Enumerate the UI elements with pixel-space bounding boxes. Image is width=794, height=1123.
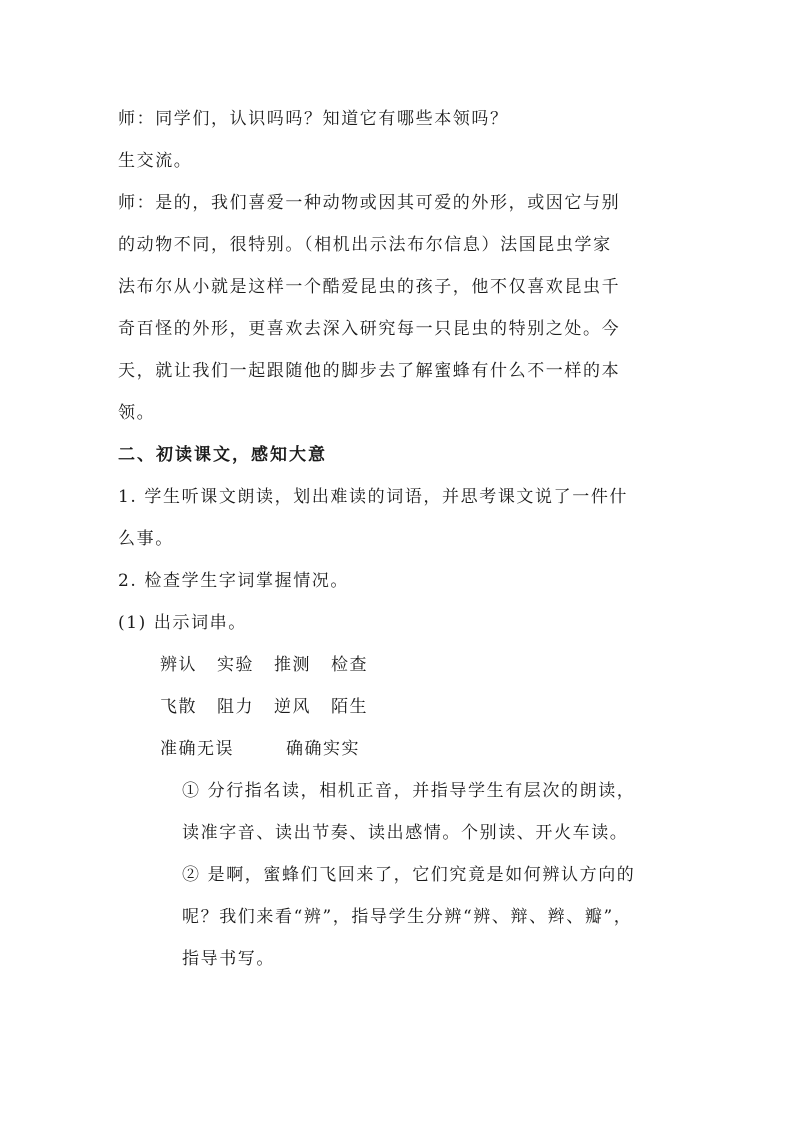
vocab-word: 检查 bbox=[331, 655, 368, 675]
teacher-question-line: 师：同学们，认识吗吗？知道它有哪些本领吗？ bbox=[118, 109, 509, 129]
paragraph-line: 领。 bbox=[118, 403, 156, 423]
vocab-word: 辨认 bbox=[160, 655, 197, 675]
vocab-row bbox=[160, 650, 388, 675]
sub-item-line: 读准字音、读出节奏、读出感情。个别读、开火车读。 bbox=[182, 823, 629, 843]
step-1-line: 1. 学生听课文朗读，划出难读的词语，并思考课文说了一件什 bbox=[118, 487, 629, 507]
paragraph-line: 师：是的，我们喜爱一种动物或因其可爱的外形，或因它与别 bbox=[118, 193, 621, 213]
sub-item-line: 呢？我们来看“辨”，指导学生分辨“辨、辩、辫、瓣”， bbox=[182, 907, 633, 927]
vocab-word: 逆风 bbox=[274, 697, 311, 717]
vocab-row bbox=[160, 692, 388, 717]
paragraph-line: 奇百怪的外形，更喜欢去深入研究每一只昆虫的特别之处。今 bbox=[118, 319, 621, 339]
vocab-word: 推测 bbox=[274, 655, 311, 675]
paragraph-line: 法布尔从小就是这样一个酷爱昆虫的孩子，他不仅喜欢昆虫千 bbox=[118, 277, 621, 297]
vocab-word: 陌生 bbox=[331, 697, 368, 717]
vocab-word: 准确无误 bbox=[160, 739, 234, 759]
vocab-row bbox=[160, 734, 380, 759]
paragraph-line: 天，就让我们一起跟随他的脚步去了解蜜蜂有什么不一样的本 bbox=[118, 361, 621, 381]
student-exchange-line: 生交流。 bbox=[118, 151, 193, 171]
step-2-line: 2. 检查学生字词掌握情况。 bbox=[118, 571, 350, 591]
vocab-word: 阻力 bbox=[217, 697, 254, 717]
paragraph-line: 的动物不同，很特别。（相机出示法布尔信息）法国昆虫学家 bbox=[118, 235, 612, 255]
sub-item-line: ② 是啊，蜜蜂们飞回来了，它们究竟是如何辨认方向的 bbox=[182, 865, 636, 885]
vocab-word: 飞散 bbox=[160, 697, 197, 717]
vocab-word: 实验 bbox=[217, 655, 254, 675]
vocab-word: 确确实实 bbox=[286, 739, 360, 759]
section-heading: 二、初读课文，感知大意 bbox=[118, 445, 327, 465]
step-1-line: 么事。 bbox=[118, 529, 174, 549]
sub-item-line: 指导书写。 bbox=[182, 949, 275, 969]
step-2-sub-line: (1) 出示词串。 bbox=[118, 613, 247, 633]
sub-item-line: ① 分行指名读，相机正音，并指导学生有层次的朗读， bbox=[182, 781, 636, 801]
